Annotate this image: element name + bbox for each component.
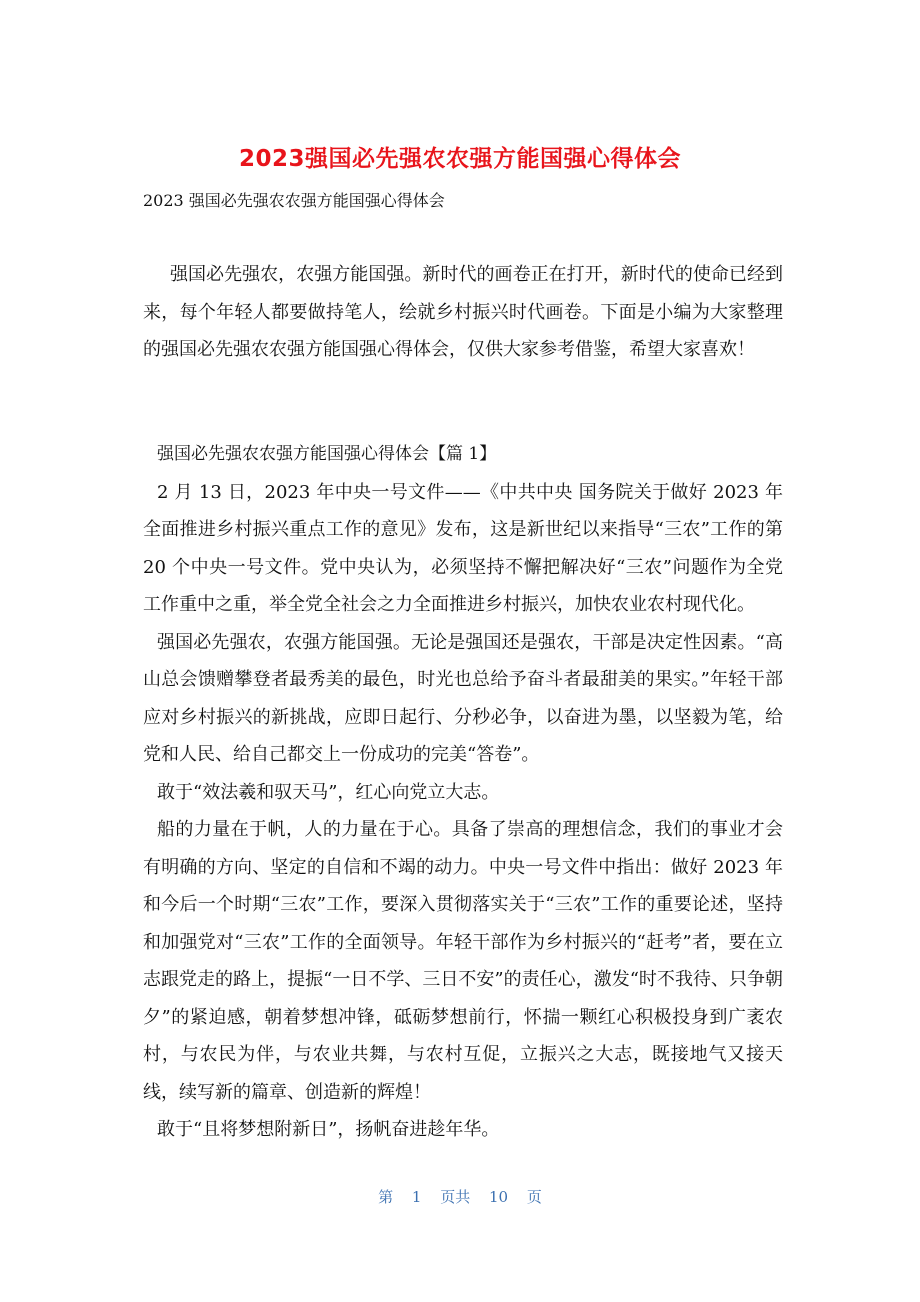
intro-block — [143, 256, 783, 369]
paragraph: 敢于“且将梦想附新日”，扬帆奋进趁年华。 — [157, 1119, 500, 1140]
page-footer — [0, 1186, 920, 1207]
article-body — [143, 436, 783, 1149]
paragraph: 敢于“效法羲和驭天马”，红心向党立大志。 — [157, 781, 500, 803]
intro-paragraph: 强国必先强农，农强方能国强。新时代的画卷正在打开，新时代的使命已经到来，每个年轻人都要做持笔人，绘就乡村振兴时代画卷。下面是小编为大家整理的强国必先强农农强方能国强心得体会，仅供大家参考借鉴，希望大家喜欢！ — [143, 264, 783, 360]
footer-label-page: 第 — [378, 1188, 394, 1206]
footer-current-page: 1 — [411, 1188, 422, 1206]
footer-label-of: 页共 — [440, 1188, 471, 1206]
section-heading: 强国必先强农农强方能国强心得体会【篇 1】 — [157, 444, 497, 464]
paragraph: 强国必先强农，农强方能国强。无论是强国还是强农，干部是决定性因素。“高山总会馈赠攀登者最秀美的最色，时光也总给予奋斗者最甜美的果实。”年轻干部应对乡村振兴的新挑战，应即日起行、分秒必争，以奋进为墨，以坚毅为笔，给党和人民、给自己都交上一份成功的完美“答卷”。 — [143, 631, 783, 765]
footer-label-end: 页 — [526, 1188, 542, 1206]
document-subtitle: 2023 强国必先强农农强方能国强心得体会 — [143, 191, 445, 210]
document-title: 2023强国必先强农农强方能国强心得体会 — [238, 146, 681, 172]
paragraph: 船的力量在于帆，人的力量在于心。具备了崇高的理想信念，我们的事业才会有明确的方向、坚定的自信和不竭的动力。中央一号文件中指出：做好 2023 年和今后一个时期“三农”工作，要深入贯彻落实关于“三农”工作的重要论述，坚持和加强党对“三农”工作的全面领导。年轻干部作为乡村振兴的“赶考”者，要在立志跟党走的路上，提振“一日不学、三日不安”的责任心，激发“时不我待、只争朝夕”的紧迫感，朝着梦想冲锋，砥砺梦想前行，怀揣一颗红心积极投身到广袤农村，与农民为伴，与农业共舞，与农村互促，立振兴之大志，既接地气又接天线，续写新的篇章、创造新的辉煌！ — [143, 819, 783, 1103]
paragraph: 2 月 13 日，2023 年中央一号文件——《中共中央 国务院关于做好 2023 年全面推进乡村振兴重点工作的意见》发布，这是新世纪以来指导“三农”工作的第 20 个中央一号文件。党中央认为，必须坚持不懈把解决好“三农”问题作为全党工作重中之重，举全党全社会之力全面推进乡村振兴，加快农业农村现代化。 — [143, 481, 783, 615]
footer-total-pages: 10 — [489, 1188, 509, 1206]
